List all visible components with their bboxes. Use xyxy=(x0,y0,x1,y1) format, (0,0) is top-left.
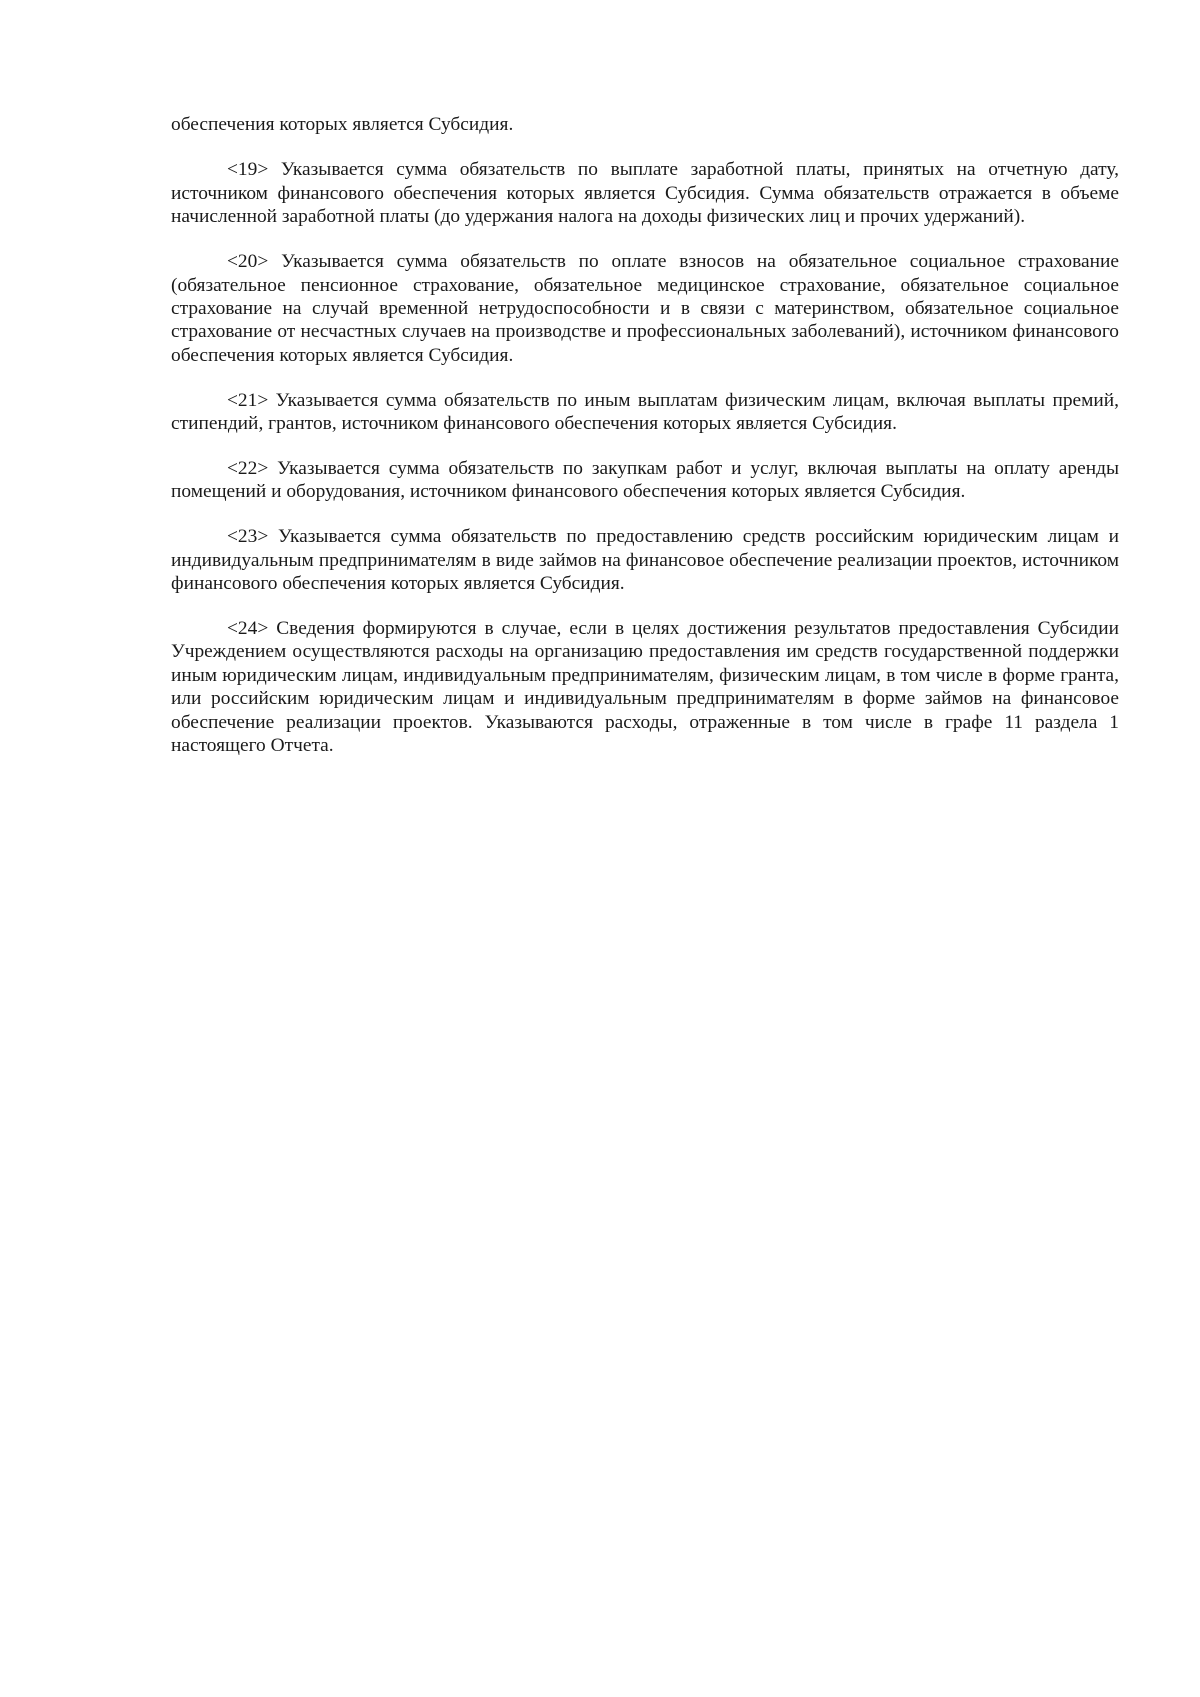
footnote-text: Указывается сумма обязательств по закупкам работ и услуг, включая выплаты на оплату аренды помещений и оборудования, источником финансового обеспечения которых является Субсидия. xyxy=(171,457,1119,503)
footnote-20 xyxy=(171,250,1119,367)
footnote-marker: <19> xyxy=(227,159,269,181)
footnote-24 xyxy=(171,617,1119,757)
footnote-19 xyxy=(171,158,1119,228)
footnote-23 xyxy=(171,525,1119,595)
footnote-marker: <21> xyxy=(227,389,269,411)
footnote-marker: <23> xyxy=(227,526,269,548)
footnote-text: Указывается сумма обязательств по оплате взносов на обязательное социальное страхование (обязательное пенсионное страхование, обязательное медицинское страхование, обязательное социальное страхование на случай временной нетрудоспособности и в связи с материнством, обязательное социальное страхование от несчастных случаев на производстве и профессиональных заболеваний), источником финансового обеспечения которых является Субсидия. xyxy=(171,251,1119,366)
footnote-marker: <22> xyxy=(227,457,269,479)
footnote-text: Указывается сумма обязательств по выплате заработной платы, принятых на отчетную дату, источником финансового обеспечения которых является Субсидия. Сумма обязательств отражается в объеме начисленной заработной платы (до удержания налога на доходы физических лиц и прочих удержаний). xyxy=(171,159,1119,228)
footnote-22 xyxy=(171,457,1119,504)
footnote-marker: <20> xyxy=(227,251,269,273)
footnote-text: Сведения формируются в случае, если в целях достижения результатов предоставления Субсидии Учреждением осуществляются расходы на организацию предоставления им средств государственной поддержки иным юридическим лицам, индивидуальным предпринимателям, физическим лицам, в том числе в форме гранта, или российским юридическим лицам и индивидуальным предпринимателям в форме займов на финансовое обеспечение реализации проектов. Указываются расходы, отраженные в том числе в графе 11 раздела 1 настоящего Отчета. xyxy=(171,618,1119,757)
footnote-text: Указывается сумма обязательств по предоставлению средств российским юридическим лицам и индивидуальным предпринимателям в виде займов на финансовое обеспечение реализации проектов, источником финансового обеспечения которых является Субсидия. xyxy=(171,526,1120,595)
footnote-text: Указывается сумма обязательств по иным выплатам физическим лицам, включая выплаты премий, стипендий, грантов, источником финансового обеспечения которых является Субсидия. xyxy=(171,389,1119,435)
footnote-21 xyxy=(171,389,1119,436)
continuation-paragraph: обеспечения которых является Субсидия. xyxy=(171,114,514,135)
footnote-marker: <24> xyxy=(227,618,269,639)
document-body xyxy=(171,113,1119,779)
